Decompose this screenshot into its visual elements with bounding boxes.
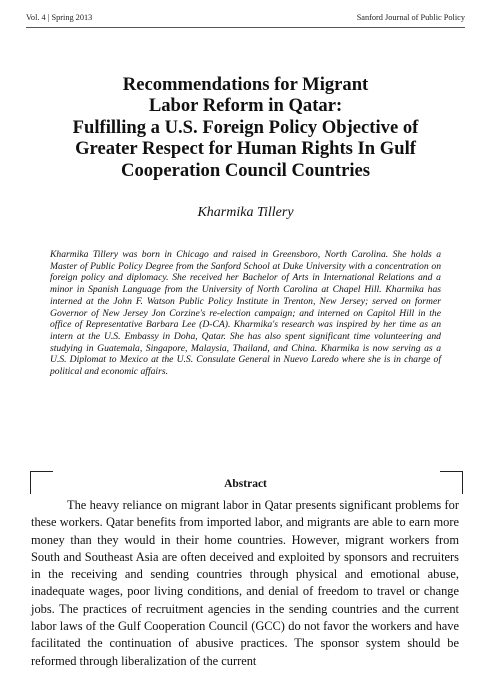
abstract-heading: Abstract bbox=[224, 478, 267, 490]
title-line: Recommendations for Migrant bbox=[122, 74, 369, 95]
title-line: Greater Respect for Human Rights In Gulf bbox=[75, 138, 416, 160]
title-line: Labor Reform in Qatar: bbox=[148, 95, 343, 117]
abstract-body: The heavy reliance on migrant labor in Qatar presents significant problems for these workers. Qatar benefits from imported labor, and migrants are able to earn more money than they would in their home countries. However, migrant workers from South and Southeast Asia are often deceived and exploited by sponsors and recruiters in the receiving and sending countries through physical and emotional abuse, inadequate wages, poor living conditions, and denial of freedom to travel or change jobs. The practices of recruitment agencies in the sending countries and the current labor laws of the Gulf Cooperation Council (GCC) do not favor the workers and have facilitated the continuation of abusive practices. The sponsor system should be reformed through liberalization of the current bbox=[31, 498, 459, 668]
author-biography: Kharmika Tillery was born in Chicago and raised in Greensboro, North Carolina. She holds a Master of Public Policy Degree from the Sanford School at Duke University with a concentration on foreign policy and diplomacy. She received her Bachelor of Arts in International Relations and a minor in Spanish Language from the University of North Carolina at Chapel Hill. Kharmika has interned at the John F. Watson Public Policy Institute in Trenton, New Jersey; served on former Governor of New Jersey Jon Corzine's re-election campaign; and interned on Capitol Hill in the office of Representative Barbara Lee (D-CA). Kharmika's research was inspired by her time as an intern at the U.S. Embassy in Doha, Qatar. She has also spent significant time volunteering and studying in Guatemala, Singapore, Malaysia, Thailand, and China. Kharmika is now serving as a U.S. Diplomat to Mexico at the U.S. Consulate General in Nuevo Laredo where she is in charge of political and economic affairs. bbox=[50, 249, 441, 378]
running-header bbox=[26, 13, 465, 27]
title-line: Fulfilling a U.S. Foreign Policy Objective of bbox=[72, 116, 419, 138]
author-name: Kharmika Tillery bbox=[197, 205, 294, 220]
header-divider bbox=[26, 27, 465, 28]
article-title bbox=[20, 74, 471, 181]
title-line: Cooperation Council Countries bbox=[121, 159, 370, 181]
volume-issue-label: Vol. 4 | Spring 2013 bbox=[26, 13, 93, 22]
journal-name-label: Sanford Journal of Public Policy bbox=[356, 13, 465, 22]
